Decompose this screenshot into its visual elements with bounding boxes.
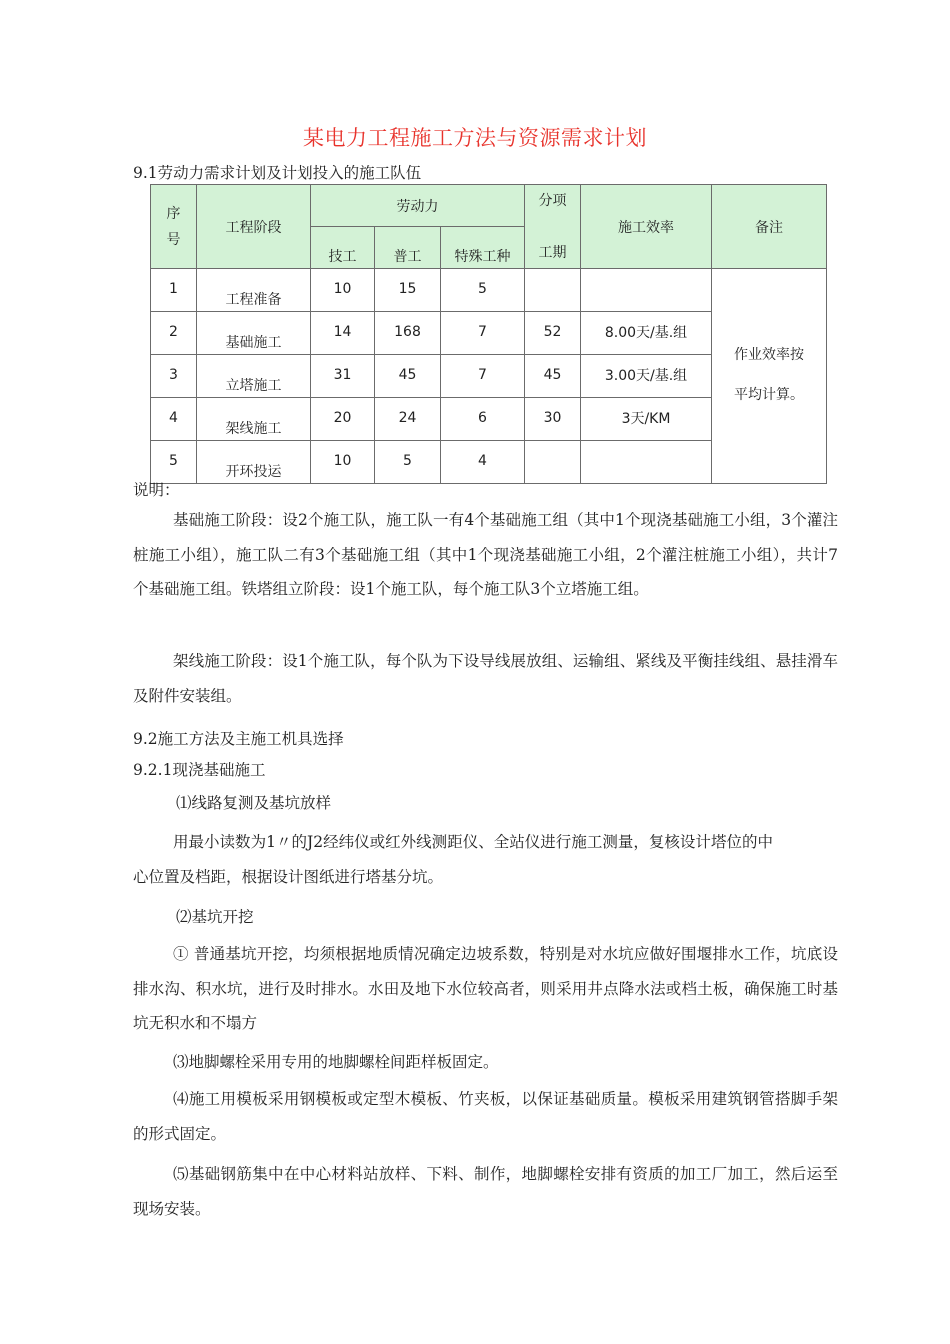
- cell-no: 5: [151, 441, 197, 484]
- section-9-1-heading: 9.1劳动力需求计划及计划投入的施工队伍: [133, 164, 422, 182]
- remark-line-2: 平均计算。: [734, 387, 805, 403]
- cell-stage: 架线施工: [197, 398, 311, 441]
- document-title: 某电力工程施工方法与资源需求计划: [303, 126, 647, 150]
- cell-period: 52: [525, 312, 581, 355]
- header-special: 特殊工种: [441, 227, 525, 269]
- cell-efficiency: 3天/KM: [581, 398, 712, 441]
- item-2-title: ⑵基坑开挖: [176, 908, 254, 926]
- cell-general: 168: [375, 312, 441, 355]
- cell-special: 6: [441, 398, 525, 441]
- header-period: [525, 185, 581, 269]
- item-5: ⑸基础钢筋集中在中心材料站放样、下料、制作，地脚螺栓安排有资质的加工厂加工，然后运至现场安装。: [133, 1165, 838, 1218]
- cell-skilled: 10: [311, 441, 375, 484]
- cell-stage: 开环投运: [197, 441, 311, 484]
- cell-general: 5: [375, 441, 441, 484]
- cell-efficiency: [581, 269, 712, 312]
- header-index-top: 序: [166, 205, 181, 222]
- item-4: ⑷施工用模板采用钢模板或定型木模板、竹夹板，以保证基础质量。模板采用建筑钢管搭脚手架的形式固定。: [133, 1090, 838, 1143]
- cell-no: 1: [151, 269, 197, 312]
- cell-no: 3: [151, 355, 197, 398]
- cell-special: 5: [441, 269, 525, 312]
- item-1-title: ⑴线路复测及基坑放样: [176, 794, 332, 812]
- cell-special: 7: [441, 312, 525, 355]
- cell-efficiency: 8.00天/基.组: [581, 312, 712, 355]
- header-remark: 备注: [712, 185, 827, 269]
- cell-period: 30: [525, 398, 581, 441]
- cell-general: 45: [375, 355, 441, 398]
- cell-stage: 基础施工: [197, 312, 311, 355]
- cell-efficiency: 3.00天/基.组: [581, 355, 712, 398]
- cell-special: 4: [441, 441, 525, 484]
- item-3: ⑶地脚螺栓采用专用的地脚螺栓间距样板固定。: [173, 1053, 499, 1071]
- header-efficiency: 施工效率: [581, 185, 712, 269]
- section-9-2-heading: 9.2施工方法及主施工机具选择: [133, 730, 344, 748]
- cell-stage: 立塔施工: [197, 355, 311, 398]
- cell-period: [525, 269, 581, 312]
- header-skilled: 技工: [311, 227, 375, 269]
- cell-general: 24: [375, 398, 441, 441]
- paragraph-foundation-teams: 基础施工阶段：设2个施工队，施工队一有4个基础施工组（其中1个现浇基础施工小组，3个灌注桩施工小组），施工队二有3个基础施工组（其中1个现浇基础施工小组，2个灌注桩施工小组），共计7个基础施工组。铁塔组立阶段：设1个施工队，每个施工队3个立塔施工组。: [133, 511, 838, 598]
- cell-skilled: 10: [311, 269, 375, 312]
- cell-no: 4: [151, 398, 197, 441]
- cell-remark: [712, 269, 827, 484]
- header-stage: 工程阶段: [197, 185, 311, 269]
- note-label: 说明：: [133, 481, 180, 499]
- cell-skilled: 31: [311, 355, 375, 398]
- cell-general: 15: [375, 269, 441, 312]
- remark-line-1: 作业效率按: [734, 347, 805, 363]
- cell-no: 2: [151, 312, 197, 355]
- cell-period: [525, 441, 581, 484]
- cell-skilled: 20: [311, 398, 375, 441]
- cell-period: 45: [525, 355, 581, 398]
- table-row: [151, 269, 827, 312]
- section-9-2-1-heading: 9.2.1现浇基础施工: [133, 761, 266, 779]
- labor-plan-table: [150, 184, 827, 484]
- header-period-top: 分项: [538, 192, 567, 209]
- header-period-bottom: 工期: [538, 244, 567, 261]
- header-index: [151, 185, 197, 269]
- header-general: 普工: [375, 227, 441, 269]
- cell-stage: 工程准备: [197, 269, 311, 312]
- cell-skilled: 14: [311, 312, 375, 355]
- item-2-body: ① 普通基坑开挖，均须根据地质情况确定边坡系数，特别是对水坑应做好围堰排水工作，坑底设排水沟、积水坑，进行及时排水。水田及地下水位较高者，则采用井点降水法或档土板，确保施工时基坑无积水和不塌方: [133, 945, 838, 1032]
- cell-efficiency: [581, 441, 712, 484]
- header-labor: 劳动力: [311, 185, 525, 227]
- paragraph-stringing-teams: 架线施工阶段：设1个施工队，每个队为下设导线展放组、运输组、紧线及平衡挂线组、悬挂滑车及附件安装组。: [133, 652, 838, 705]
- item-1-body: 用最小读数为1〃的J2经纬仪或红外线测距仪、全站仪进行施工测量，复核设计塔位的中心位置及档距，根据设计图纸进行塔基分坑。: [133, 833, 773, 886]
- cell-special: 7: [441, 355, 525, 398]
- header-index-bottom: 号: [166, 231, 181, 248]
